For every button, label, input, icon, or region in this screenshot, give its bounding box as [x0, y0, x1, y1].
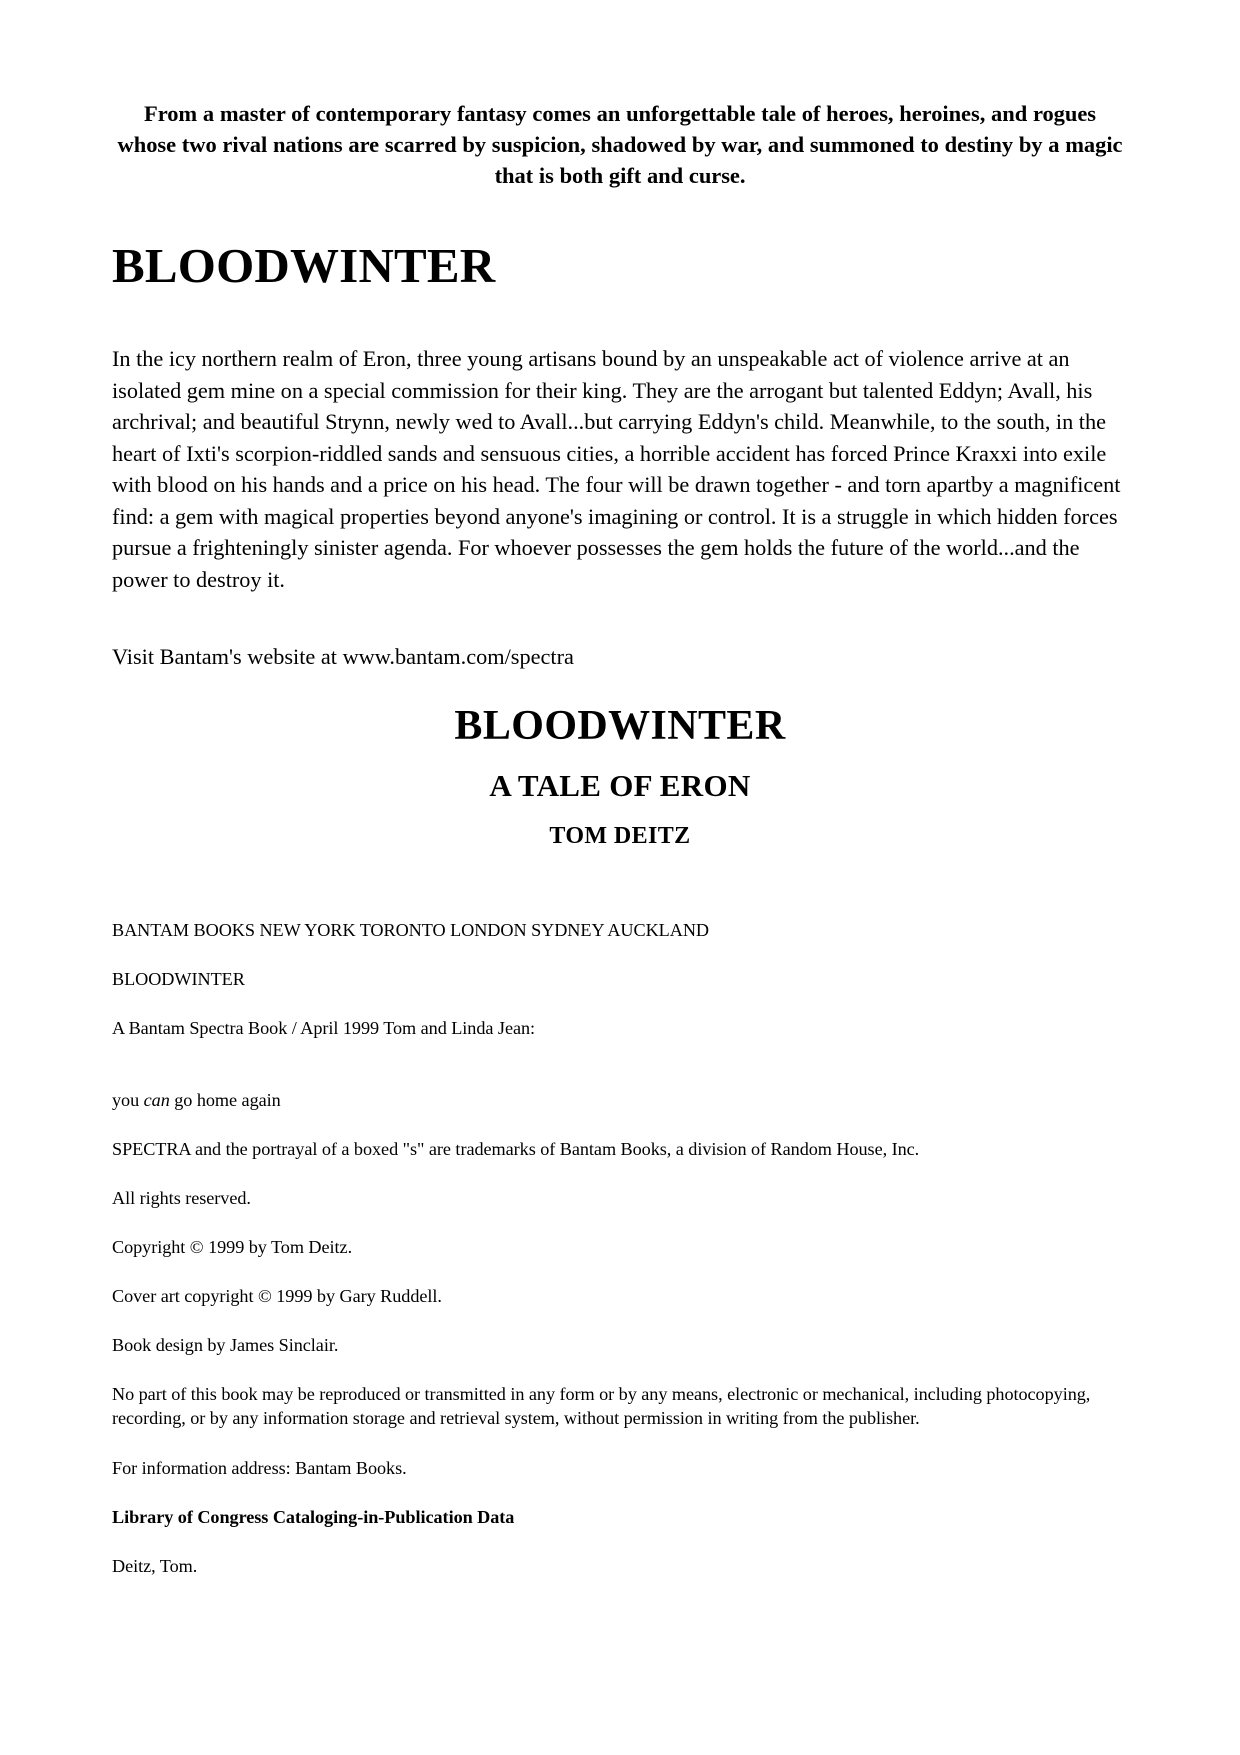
reproduction-notice: No part of this book may be reproduced or transmitted in any form or by any means, electronic or mechanical, including photocopying, recording, or by any information storage and retrieval system, without permission in writing from the publisher.	[112, 1383, 1091, 1428]
dedication-emphasis: can	[143, 1089, 170, 1110]
information-address-line: For information address: Bantam Books.	[112, 1457, 407, 1478]
loc-cataloging-heading: Library of Congress Cataloging-in-Publication Data	[112, 1506, 515, 1527]
rights-reserved-notice: All rights reserved.	[112, 1187, 251, 1208]
dedication-suffix: go home again	[169, 1089, 281, 1110]
book-title: BLOODWINTER	[454, 702, 786, 749]
copyright-notice: Copyright © 1999 by Tom Deitz.	[112, 1236, 353, 1257]
colophon-block	[112, 852, 1128, 1578]
book-design-credit: Book design by James Sinclair.	[112, 1334, 339, 1355]
page-title: BLOODWINTER	[112, 238, 496, 293]
edition-line: A Bantam Spectra Book / April 1999 Tom and Linda Jean:	[112, 1017, 536, 1038]
book-author: TOM DEITZ	[549, 822, 691, 849]
cover-art-credit: Cover art copyright © 1999 by Gary Ruddell.	[112, 1285, 442, 1306]
author-catalog-entry: Deitz, Tom.	[112, 1555, 198, 1576]
publisher-cities-line: BANTAM BOOKS NEW YORK TORONTO LONDON SYDNEY AUCKLAND	[112, 919, 709, 940]
publisher-website-line: Visit Bantam's website at www.bantam.com/spectra	[112, 644, 574, 669]
title-block	[112, 673, 1128, 852]
trademark-notice: SPECTRA and the portrayal of a boxed "s" are trademarks of Bantam Books, a division of Random House, Inc.	[112, 1138, 920, 1159]
colophon-book-title: BLOODWINTER	[112, 968, 245, 989]
synopsis-paragraph: In the icy northern realm of Eron, three young artisans bound by an unspeakable act of violence arrive at an isolated gem mine on a special commission for their king. They are the arrogant but talented Eddyn; Avall, his archrival; and beautiful Strynn, newly wed to Avall...but carrying Eddyn's child. Meanwhile, to the south, in the heart of Ixti's scorpion-riddled sands and sensuous cities, a horrible accident has forced Prince Kraxxi into exile with blood on his hands and a price on his head. The four will be drawn together - and torn apartby a magnificent find: a gem with magical properties beyond anyone's imagining or control. It is a struggle in which hidden forces pursue a frighteningly sinister agenda. For whoever possesses the gem holds the future of the world...and the power to destroy it.	[112, 346, 1121, 592]
cover-blurb: From a master of contemporary fantasy comes an unforgettable tale of heroes, heroines, and rogues whose two rival nations are scarred by suspicion, shadowed by war, and summoned to destiny by a magic that is both gift and curse.	[117, 101, 1123, 188]
book-subtitle: A TALE OF ERON	[489, 767, 751, 803]
dedication-prefix: you	[112, 1089, 144, 1110]
dedication-line	[112, 1088, 1128, 1112]
